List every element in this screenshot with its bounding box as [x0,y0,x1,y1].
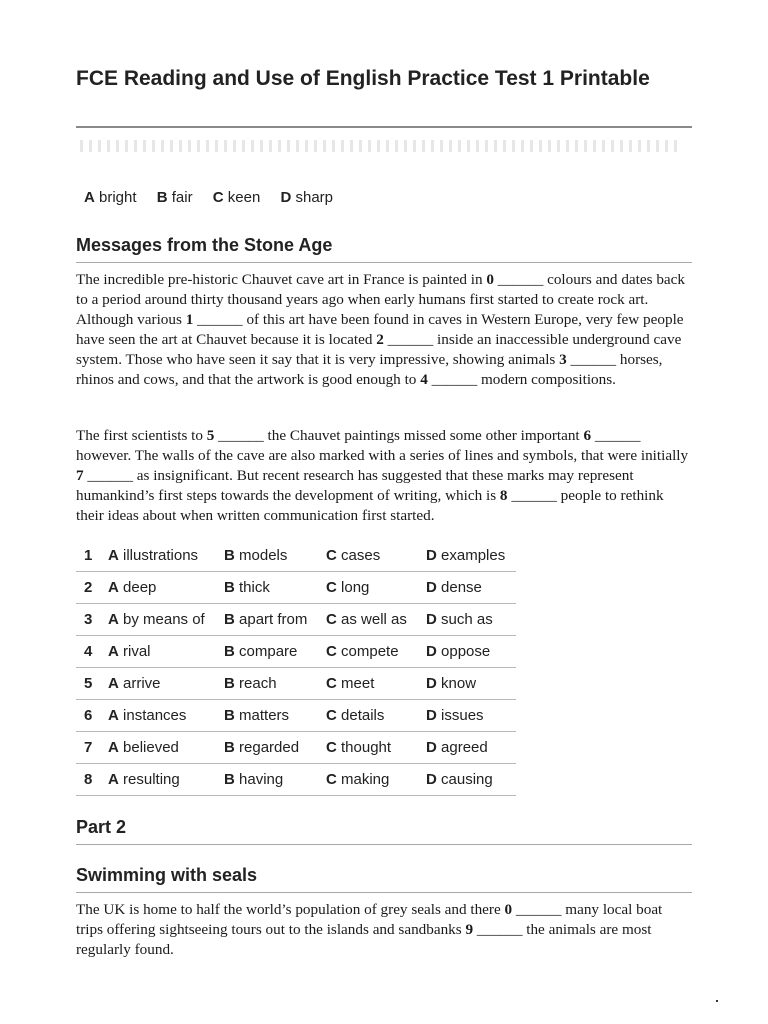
question-row [76,732,516,764]
option-b: B having [224,764,326,796]
example-options [84,189,349,206]
example-option-a: A bright [84,189,137,206]
question-number: 1 [76,540,108,572]
question-number: 7 [76,732,108,764]
option-c: C making [326,764,426,796]
part-2-heading: Part 2 [76,817,127,837]
option-b: B reach [224,668,326,700]
page-title: FCE Reading and Use of English Practice Test 1 Printable [76,67,650,90]
section-divider [76,262,692,263]
option-d: D examples [426,540,516,572]
option-b: B models [224,540,326,572]
paragraph-seals: The UK is home to half the world’s population of grey seals and there 0 ______ many local boat trips offering sightseeing tours out to the islands and sandbanks 9 ______ the animals are most regularly found. [76,901,663,958]
option-c: C thought [326,732,426,764]
question-number: 3 [76,604,108,636]
option-a: A by means of [108,604,224,636]
option-d: D dense [426,572,516,604]
question-row [76,668,516,700]
option-d: D oppose [426,636,516,668]
part-2-divider [76,844,692,845]
question-number: 5 [76,668,108,700]
question-row [76,764,516,796]
question-row [76,700,516,732]
question-number: 4 [76,636,108,668]
options-table [76,540,516,796]
question-row [76,636,516,668]
paragraph-2: The first scientists to 5 ______ the Chauvet paintings missed some other important 6 ______ however. The walls of the cave are also marked with a series of lines and symbols, that were initially 7 ______ as insignificant. But recent research has suggested that these marks may represent humankind’s first steps towards the development of writing, which is 8 ______ people to rethink their ideas about when written communication first started. [76,427,689,524]
seals-divider [76,892,692,893]
title-divider [76,126,692,128]
question-number: 6 [76,700,108,732]
option-b: B thick [224,572,326,604]
section-heading-stone-age: Messages from the Stone Age [76,235,333,255]
option-a: A rival [108,636,224,668]
paragraph-1: The incredible pre-historic Chauvet cave art in France is painted in 0 ______ colours and dates back to a period around thirty thousand years ago when early humans first started to create rock art. Although various 1 ______ of this art have been found in caves in Western Europe, very few people have seen the art at Chauvet because it is located 2 ______ inside an inaccessible underground cave system. Those who have seen it say that it is very impressive, showing animals 3 ______ horses, rhinos and cows, and that the artwork is good enough to 4 ______ modern compositions. [76,271,685,388]
option-a: A resulting [108,764,224,796]
option-a: A believed [108,732,224,764]
option-c: C cases [326,540,426,572]
option-d: D causing [426,764,516,796]
option-c: C details [326,700,426,732]
option-c: C long [326,572,426,604]
option-b: B compare [224,636,326,668]
page-mark [716,1000,718,1002]
faded-text-line [80,140,680,152]
example-option-c: C keen [212,189,261,206]
question-row [76,540,516,572]
option-a: A arrive [108,668,224,700]
example-option-d: D sharp [280,189,334,206]
option-d: D agreed [426,732,516,764]
question-number: 8 [76,764,108,796]
option-a: A deep [108,572,224,604]
option-c: C meet [326,668,426,700]
question-row [76,572,516,604]
option-d: D know [426,668,516,700]
question-number: 2 [76,572,108,604]
option-b: B apart from [224,604,326,636]
example-option-b: B fair [156,189,193,206]
option-a: A instances [108,700,224,732]
question-row [76,604,516,636]
section-heading-seals: Swimming with seals [76,865,258,885]
option-c: C as well as [326,604,426,636]
option-a: A illustrations [108,540,224,572]
option-d: D such as [426,604,516,636]
option-d: D issues [426,700,516,732]
option-c: C compete [326,636,426,668]
option-b: B matters [224,700,326,732]
option-b: B regarded [224,732,326,764]
